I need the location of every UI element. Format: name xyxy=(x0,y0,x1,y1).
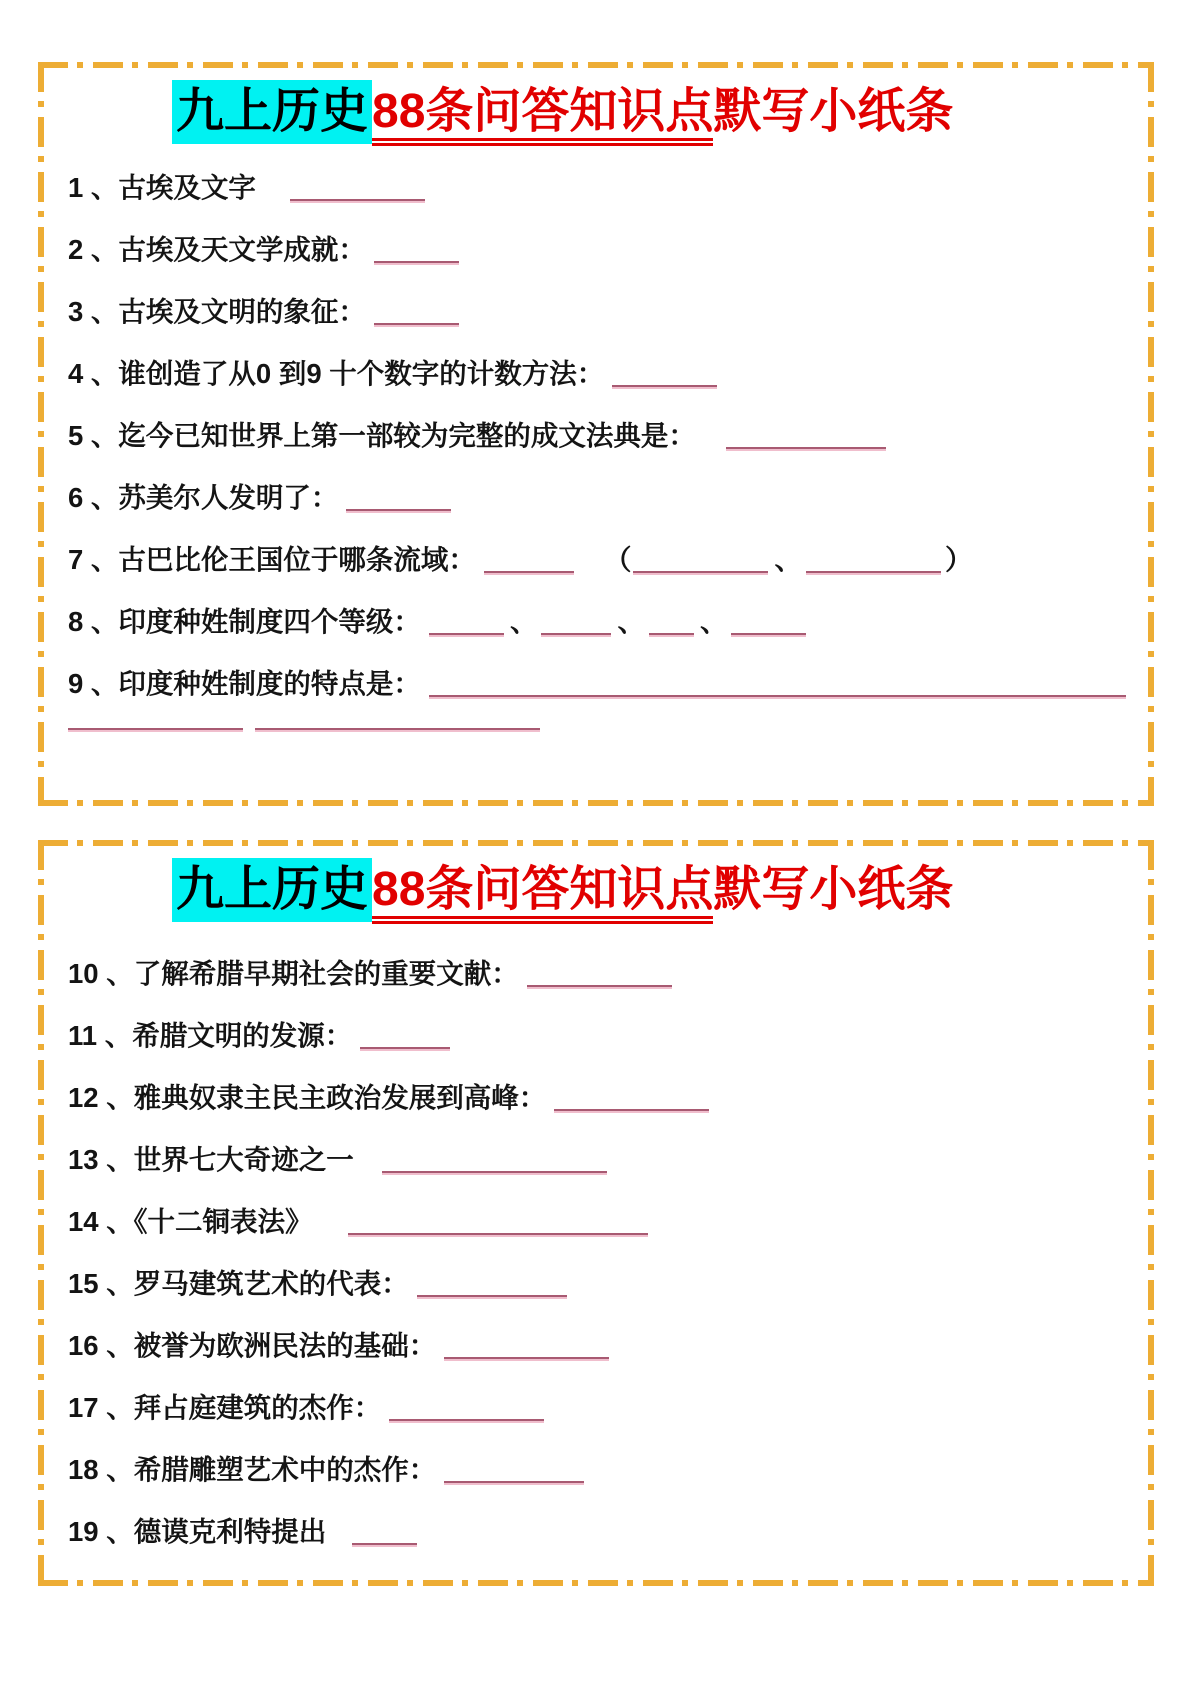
paren-open: （ xyxy=(603,544,632,575)
answer-blank xyxy=(726,447,886,449)
answer-blank xyxy=(255,728,540,730)
answer-blank xyxy=(806,571,941,573)
question-row-8 xyxy=(68,604,1128,640)
question-row-10 xyxy=(68,956,1128,992)
answer-blank xyxy=(527,985,672,987)
question-text: 10 、了解希腊早期社会的重要文献： xyxy=(68,958,519,989)
title-highlight-text: 九上历史 xyxy=(172,858,372,922)
question-row-9 xyxy=(68,666,1128,702)
question-text: 17 、拜占庭建筑的杰作： xyxy=(68,1392,382,1423)
answer-blank xyxy=(382,1171,607,1173)
answer-blank xyxy=(484,571,574,573)
question-text: 6 、苏美尔人发明了： xyxy=(68,482,339,513)
question-row-3 xyxy=(68,294,1128,330)
question-row-18 xyxy=(68,1452,1128,1488)
worksheet-title xyxy=(172,80,1128,144)
answer-blank xyxy=(346,509,451,511)
answer-blank xyxy=(554,1109,709,1111)
title-underlined-text: 88条问答知识点 xyxy=(372,85,713,146)
question-text: 15 、罗马建筑艺术的代表： xyxy=(68,1268,409,1299)
card-content xyxy=(38,840,1154,1586)
question-text: 13 、世界七大奇迹之一 xyxy=(68,1144,354,1175)
question-row-5 xyxy=(68,418,1128,454)
question-row-11 xyxy=(68,1018,1128,1054)
question-text: 16 、被誉为欧洲民法的基础： xyxy=(68,1330,437,1361)
answer-blank xyxy=(633,571,768,573)
answer-blank xyxy=(731,633,806,635)
answer-blank xyxy=(429,633,504,635)
question-row-14 xyxy=(68,1204,1128,1240)
question-row-12 xyxy=(68,1080,1128,1116)
question-text: 14 、《十二铜表法》 xyxy=(68,1206,313,1237)
answer-blank xyxy=(444,1481,584,1483)
question-text: 2 、古埃及天文学成就： xyxy=(68,234,366,265)
list-separator: 、 xyxy=(509,606,538,637)
answer-blank xyxy=(348,1233,648,1235)
question-text: 19 、德谟克利特提出 xyxy=(68,1516,327,1547)
list-separator: 、 xyxy=(774,544,802,575)
question-text: 1 、古埃及文字 xyxy=(68,172,256,203)
list-separator: 、 xyxy=(699,606,728,637)
question-row-17 xyxy=(68,1390,1128,1426)
answer-blank xyxy=(68,728,243,730)
answer-blank xyxy=(389,1419,544,1421)
answer-blank xyxy=(649,633,694,635)
worksheet-title xyxy=(172,858,1128,922)
answer-blank xyxy=(612,385,717,387)
question-text: 8 、印度种姓制度四个等级： xyxy=(68,606,421,637)
worksheet-card-1 xyxy=(38,62,1154,806)
question-text: 5 、迄今已知世界上第一部较为完整的成文法典是： xyxy=(68,420,696,451)
title-highlight-text: 九上历史 xyxy=(172,80,372,144)
answer-blank xyxy=(444,1357,609,1359)
answer-blank xyxy=(429,695,1126,697)
worksheet-card-2 xyxy=(38,840,1154,1586)
answer-blank xyxy=(374,323,459,325)
question-text: 3 、古埃及文明的象征： xyxy=(68,296,366,327)
continuation-blank-row xyxy=(68,728,1128,735)
question-row-6 xyxy=(68,480,1128,516)
title-plain-text: 默写小纸条 xyxy=(713,85,954,138)
answer-blank xyxy=(360,1047,450,1049)
question-row-13 xyxy=(68,1142,1128,1178)
answer-blank xyxy=(352,1543,417,1545)
list-separator: 、 xyxy=(617,606,645,637)
question-row-7 xyxy=(68,542,1128,578)
question-row-19 xyxy=(68,1514,1128,1550)
answer-blank xyxy=(417,1295,567,1297)
question-row-1 xyxy=(68,170,1128,206)
question-text: 11 、希腊文明的发源： xyxy=(68,1020,353,1051)
question-text: 12 、雅典奴隶主民主政治发展到高峰： xyxy=(68,1082,547,1113)
question-row-16 xyxy=(68,1328,1128,1364)
card-content xyxy=(38,62,1154,806)
question-text: 4 、谁创造了从0 到9 十个数字的计数方法： xyxy=(68,358,605,389)
question-text: 18 、希腊雕塑艺术中的杰作： xyxy=(68,1454,437,1485)
question-row-4 xyxy=(68,356,1128,392)
question-text: 7 、古巴比伦王国位于哪条流域： xyxy=(68,544,476,575)
question-row-2 xyxy=(68,232,1128,268)
answer-blank xyxy=(374,261,459,263)
answer-blank xyxy=(541,633,611,635)
question-row-15 xyxy=(68,1266,1128,1302)
answer-blank xyxy=(290,199,425,201)
title-underlined-text: 88条问答知识点 xyxy=(372,863,713,924)
title-plain-text: 默写小纸条 xyxy=(713,863,954,916)
paren-close: ） xyxy=(944,544,973,575)
question-text: 9 、印度种姓制度的特点是： xyxy=(68,668,421,699)
